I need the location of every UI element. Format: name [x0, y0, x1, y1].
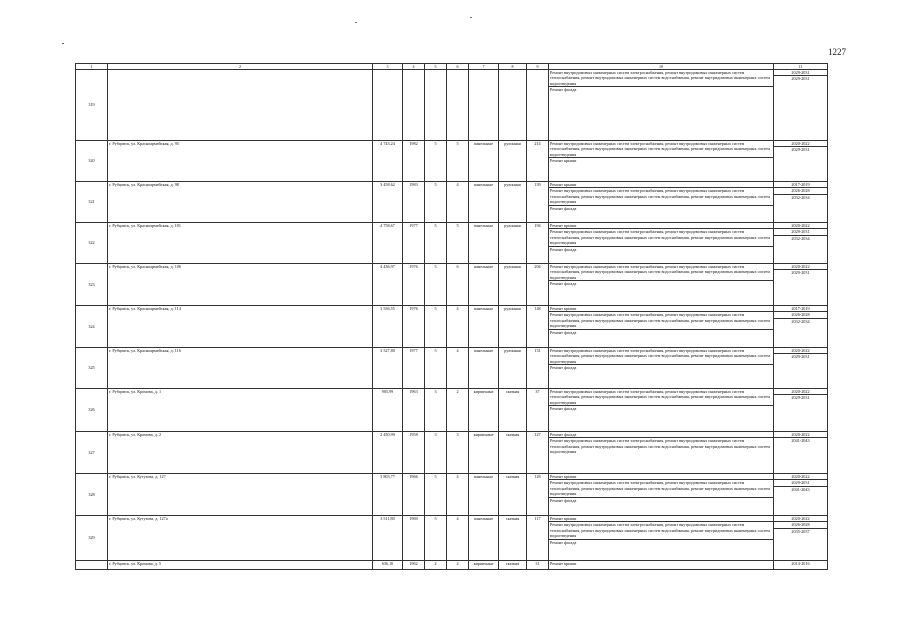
repair-work-item: Ремонт крыши [550, 182, 577, 187]
row-number-cell: 327 [76, 432, 108, 474]
repair-work-item: Ремонт внутридомовых инженерных систем электроснабжения, ремонт внутридомовых инженерных систем теплоснабжения, ремонт внутридомовых инженерных систем водоснабжения, ремонт внутридомовых инженерных систем водоотведения [550, 141, 770, 157]
repair-work-item: Ремонт внутридомовых инженерных систем электроснабжения, ремонт внутридомовых инженерных систем теплоснабжения, ремонт внутридомовых инженерных систем водоснабжения, ремонт внутридомовых инженерных систем водоотведения [549, 521, 773, 538]
address-cell: г. Рубцовск, ул. Красноармейская, д. 106 [108, 264, 373, 306]
entrances-cell: 3 [447, 432, 469, 474]
entrances-cell: 4 [447, 306, 469, 348]
column-number-header: 10 [549, 64, 774, 70]
repair-work-cell [549, 432, 774, 474]
repair-years-cell [774, 182, 828, 223]
column-number-header: 8 [499, 64, 527, 70]
address-cell: г. Рубцовск, ул. Красноармейская, д. 114 [108, 306, 373, 348]
floors-cell [425, 70, 447, 141]
table-row [76, 182, 828, 223]
address-cell: г. Рубцовск, ул. Красноармейская, д. 95 [108, 141, 373, 182]
address-cell: г. Рубцовск, ул. Кромова, д. 1 [108, 389, 373, 432]
repair-years-cell [774, 70, 828, 141]
repair-work-item: Ремонт крыши [550, 306, 577, 311]
apartments-cell: 131 [527, 348, 549, 389]
build-year-cell: 1958 [403, 432, 425, 474]
build-year-cell: 1982 [403, 141, 425, 182]
address-cell: г. Рубцовск, ул. Красноармейская, д. 101 [108, 223, 373, 264]
build-year-cell: 1983 [403, 182, 425, 223]
repair-period-item: 2029-2031 [774, 353, 827, 359]
column-number-header: 2 [108, 64, 373, 70]
area-cell: 3 458,62 [373, 182, 403, 223]
apartments-cell: 37 [527, 389, 549, 432]
repair-years-cell [774, 141, 828, 182]
apartments-cell: 194 [527, 223, 549, 264]
build-year-cell: 1963 [403, 389, 425, 432]
wall-material-cell: панельные [469, 264, 499, 306]
entrances-cell: 4 [447, 348, 469, 389]
repair-work-item: Ремонт фасада [549, 539, 773, 545]
column-number-header: 7 [469, 64, 499, 70]
repair-work-cell [549, 182, 774, 223]
apartments-cell: 31 [527, 561, 549, 570]
apartments-cell: 117 [527, 516, 549, 561]
table-row [76, 389, 828, 432]
apartments-cell [527, 70, 549, 141]
column-number-header: 6 [447, 64, 469, 70]
column-number-header: 9 [527, 64, 549, 70]
repair-work-item: Ремонт внутридомовых инженерных систем электроснабжения, ремонт внутридомовых инженерных систем теплоснабжения, ремонт внутридомовых инженерных систем водоснабжения, ремонт внутридомовых инженерных систем водоотведения [549, 311, 773, 328]
build-year-cell: 1966 [403, 474, 425, 516]
table-row [76, 561, 828, 570]
row-number-cell [76, 561, 108, 570]
repair-period-item: 2020-2022 [791, 389, 810, 394]
repair-work-item: Ремонт крыши [550, 474, 577, 479]
repair-work-cell [549, 264, 774, 306]
area-cell: 3 511,80 [373, 516, 403, 561]
column-number-header: 5 [425, 64, 447, 70]
repair-work-item: Ремонт фасада [549, 329, 773, 335]
wall-material-cell: панельные [469, 141, 499, 182]
repair-period-item: 2020-2022 [791, 264, 810, 269]
address-cell: г. Рубцовск, ул. Кромова, д. 2 [108, 432, 373, 474]
repair-work-cell [549, 561, 774, 570]
apartments-cell: 127 [527, 432, 549, 474]
repair-period-item: 2029-2031 [774, 269, 827, 275]
repair-period-item: 2020-2022 [791, 516, 810, 521]
repair-work-item: Ремонт внутридомовых инженерных систем электроснабжения, ремонт внутридомовых инженерных систем теплоснабжения, ремонт внутридомовых инженерных систем водоснабжения, ремонт внутридомовых инженерных систем водоотведения [550, 348, 770, 364]
wall-material-cell [469, 70, 499, 141]
repair-work-item: Ремонт внутридомовых инженерных систем электроснабжения, ремонт внутридомовых инженерных систем теплоснабжения, ремонт внутридомовых инженерных систем водоснабжения, ремонт внутридомовых инженерных систем водоотведения [550, 264, 770, 280]
repair-years-cell [774, 348, 828, 389]
repair-period-item: 2026-2028 [774, 521, 827, 527]
area-cell: 4 758,67 [373, 223, 403, 264]
repair-work-item: Ремонт фасада [550, 432, 577, 437]
entrances-cell: 2 [447, 561, 469, 570]
apartments-cell: 139 [527, 182, 549, 223]
build-year-cell: 1969 [403, 516, 425, 561]
apartments-cell: 128 [527, 474, 549, 516]
build-year-cell: 1977 [403, 223, 425, 264]
row-number-cell: 325 [76, 348, 108, 389]
repair-period-item: 2032-2034 [774, 318, 827, 324]
repair-work-item: Ремонт фасада [549, 205, 773, 211]
column-number-header: 3 [373, 64, 403, 70]
repair-period-item: 2020-2022 [791, 432, 810, 437]
column-number-header: 4 [403, 64, 425, 70]
repair-work-item: Ремонт внутридомовых инженерных систем электроснабжения, ремонт внутридомовых инженерных систем теплоснабжения, ремонт внутридомовых инженерных систем водоснабжения, ремонт внутридомовых инженерных систем водоотведения [549, 187, 773, 204]
wall-material-cell: панельные [469, 182, 499, 223]
repair-work-item: Ремонт фасада [549, 246, 773, 252]
row-number-cell: 329 [76, 516, 108, 561]
repair-period-item: 2026-2028 [774, 311, 827, 317]
repair-years-cell [774, 223, 828, 264]
apartments-cell: 204 [527, 264, 549, 306]
floors-cell: 5 [425, 264, 447, 306]
roof-type-cell: рулонная [499, 264, 527, 306]
repair-work-item: Ремонт внутридомовых инженерных систем электроснабжения, ремонт внутридомовых инженерных систем теплоснабжения, ремонт внутридомовых инженерных систем водоснабжения, ремонт внутридомовых инженерных систем водоотведения [549, 479, 773, 496]
repair-work-item: Ремонт крыши [550, 561, 577, 566]
floors-cell: 5 [425, 141, 447, 182]
row-number-cell: 319 [76, 70, 108, 141]
repair-work-cell [549, 306, 774, 348]
roof-type-cell: рулонная [499, 223, 527, 264]
floors-cell: 5 [425, 182, 447, 223]
repair-work-item: Ремонт внутридомовых инженерных систем электроснабжения, ремонт внутридомовых инженерных систем теплоснабжения, ремонт внутридомовых инженерных систем водоснабжения, ремонт внутридомовых инженерных систем водоотведения [550, 70, 770, 86]
area-cell: 2 450,99 [373, 432, 403, 474]
repair-work-cell [549, 389, 774, 432]
build-year-cell: 1976 [403, 264, 425, 306]
scan-speck [62, 43, 64, 44]
repair-work-cell [549, 348, 774, 389]
repair-work-item: Ремонт фасада [549, 405, 773, 411]
build-year-cell [403, 70, 425, 141]
floors-cell: 5 [425, 223, 447, 264]
repair-years-cell [774, 389, 828, 432]
repair-work-item: Ремонт внутридомовых инженерных систем электроснабжения, ремонт внутридомовых инженерных систем теплоснабжения, ремонт внутридомовых инженерных систем водоснабжения, ремонт внутридомовых инженерных систем водоотведения [549, 228, 773, 245]
wall-material-cell: панельные [469, 474, 499, 516]
repair-period-item: 2032-2034 [774, 194, 827, 200]
wall-material-cell: панельные [469, 348, 499, 389]
repair-period-item: 2017-2019 [791, 306, 810, 311]
repair-period-item: 2020-2022 [791, 141, 810, 146]
apartments-cell: 214 [527, 141, 549, 182]
table-row [76, 348, 828, 389]
table-row [76, 474, 828, 516]
housing-repair-table [75, 63, 828, 570]
repair-work-item: Ремонт фасада [549, 497, 773, 503]
housing-repair-table-wrap [75, 63, 827, 570]
repair-work-item: Ремонт фасада [549, 280, 773, 286]
repair-period-item: 2029-2031 [791, 70, 810, 75]
repair-work-cell [549, 223, 774, 264]
floors-cell: 5 [425, 516, 447, 561]
column-number-header: 1 [76, 64, 108, 70]
repair-work-item: Ремонт крыши [549, 157, 773, 163]
repair-period-item: 2041-2043 [774, 437, 827, 443]
repair-work-item: Ремонт фасада [549, 86, 773, 92]
wall-material-cell: кирпичные [469, 389, 499, 432]
floors-cell: 2 [425, 561, 447, 570]
address-cell: г. Рубцовск, ул. Кутузова, д. 127 [108, 474, 373, 516]
repair-period-item: 2029-2031 [774, 479, 827, 485]
row-number-cell: 324 [76, 306, 108, 348]
build-year-cell: 1962 [403, 561, 425, 570]
row-number-cell: 320 [76, 141, 108, 182]
repair-years-cell [774, 561, 828, 570]
area-cell: 4 743,24 [373, 141, 403, 182]
repair-work-item: Ремонт фасада [549, 364, 773, 370]
wall-material-cell: панельные [469, 223, 499, 264]
repair-period-item: 2020-2022 [791, 474, 810, 479]
entrances-cell: 4 [447, 516, 469, 561]
area-cell: 4 436,97 [373, 264, 403, 306]
build-year-cell: 1977 [403, 348, 425, 389]
page-number: 1227 [828, 47, 846, 57]
repair-period-item: 2014-2016 [791, 561, 810, 566]
scan-speck [470, 17, 472, 18]
repair-work-item: Ремонт внутридомовых инженерных систем электроснабжения, ремонт внутридомовых инженерных систем теплоснабжения, ремонт внутридомовых инженерных систем водоснабжения, ремонт внутридомовых инженерных систем водоотведения [550, 389, 770, 405]
wall-material-cell: кирпичные [469, 561, 499, 570]
repair-period-item: 2041-2043 [774, 486, 827, 492]
repair-work-item: Ремонт внутридомовых инженерных систем электроснабжения, ремонт внутридомовых инженерных систем теплоснабжения, ремонт внутридомовых инженерных систем водоснабжения, ремонт внутридомовых инженерных систем водоотведения [549, 437, 773, 454]
repair-work-cell [549, 70, 774, 141]
floors-cell: 5 [425, 348, 447, 389]
area-cell [373, 70, 403, 141]
roof-type-cell: рулонная [499, 182, 527, 223]
repair-period-item: 2029-2031 [774, 228, 827, 234]
row-number-cell: 326 [76, 389, 108, 432]
address-cell [108, 70, 373, 141]
apartments-cell: 148 [527, 306, 549, 348]
wall-material-cell: панельные [469, 306, 499, 348]
repair-period-item: 2029-2031 [774, 146, 827, 152]
area-cell: 905,99 [373, 389, 403, 432]
wall-material-cell: панельные [469, 516, 499, 561]
repair-work-cell [549, 516, 774, 561]
table-row [76, 306, 828, 348]
table-row [76, 70, 828, 141]
repair-years-cell [774, 432, 828, 474]
repair-years-cell [774, 516, 828, 561]
table-row [76, 223, 828, 264]
roof-type-cell: скатная [499, 389, 527, 432]
repair-work-item: Ремонт крыши [550, 223, 577, 228]
address-cell: г. Рубцовск, ул. Кутузова, д. 127а [108, 516, 373, 561]
entrances-cell [447, 70, 469, 141]
table-row [76, 516, 828, 561]
entrances-cell: 4 [447, 474, 469, 516]
repair-period-item: 2029-2031 [774, 394, 827, 400]
column-number-header: 11 [774, 64, 828, 70]
area-cell: 3 527,80 [373, 348, 403, 389]
roof-type-cell [499, 70, 527, 141]
repair-work-item: Ремонт крыши [550, 516, 577, 521]
repair-work-cell [549, 474, 774, 516]
table-row [76, 432, 828, 474]
repair-period-item: 2017-2019 [791, 182, 810, 187]
repair-period-item: 2026-2028 [774, 187, 827, 193]
entrances-cell: 4 [447, 182, 469, 223]
repair-period-item: 2035-2037 [774, 528, 827, 534]
scan-speck [355, 22, 357, 23]
address-cell: г. Рубцовск, ул. Красноармейская, д. 98 [108, 182, 373, 223]
table-row [76, 264, 828, 306]
area-cell: 3 803,77 [373, 474, 403, 516]
repair-work-cell [549, 141, 774, 182]
roof-type-cell: скатная [499, 432, 527, 474]
area-cell: 3 536,55 [373, 306, 403, 348]
entrances-cell: 2 [447, 389, 469, 432]
entrances-cell: 6 [447, 264, 469, 306]
roof-type-cell: скатная [499, 516, 527, 561]
entrances-cell: 5 [447, 223, 469, 264]
roof-type-cell: скатная [499, 474, 527, 516]
floors-cell: 5 [425, 306, 447, 348]
repair-years-cell [774, 264, 828, 306]
floors-cell: 5 [425, 474, 447, 516]
repair-years-cell [774, 306, 828, 348]
floors-cell: 3 [425, 389, 447, 432]
address-cell: г. Рубцовск, ул. Красноармейская, д. 116 [108, 348, 373, 389]
area-cell: 636,10 [373, 561, 403, 570]
repair-period-item: 2020-2022 [791, 348, 810, 353]
entrances-cell: 5 [447, 141, 469, 182]
roof-type-cell: рулонная [499, 348, 527, 389]
wall-material-cell: кирпичные [469, 432, 499, 474]
address-cell: г. Рубцовск, ул. Кромова, д. 5 [108, 561, 373, 570]
row-number-cell: 323 [76, 264, 108, 306]
repair-period-item: 2032-2034 [774, 235, 827, 241]
build-year-cell: 1976 [403, 306, 425, 348]
roof-type-cell: скатная [499, 561, 527, 570]
repair-period-item: 2020-2022 [791, 223, 810, 228]
row-number-cell: 328 [76, 474, 108, 516]
roof-type-cell: рулонная [499, 306, 527, 348]
table-row [76, 141, 828, 182]
row-number-cell: 322 [76, 223, 108, 264]
row-number-cell: 321 [76, 182, 108, 223]
repair-years-cell [774, 474, 828, 516]
roof-type-cell: рулонная [499, 141, 527, 182]
repair-period-item: 2029-2031 [774, 75, 827, 81]
floors-cell: 3 [425, 432, 447, 474]
